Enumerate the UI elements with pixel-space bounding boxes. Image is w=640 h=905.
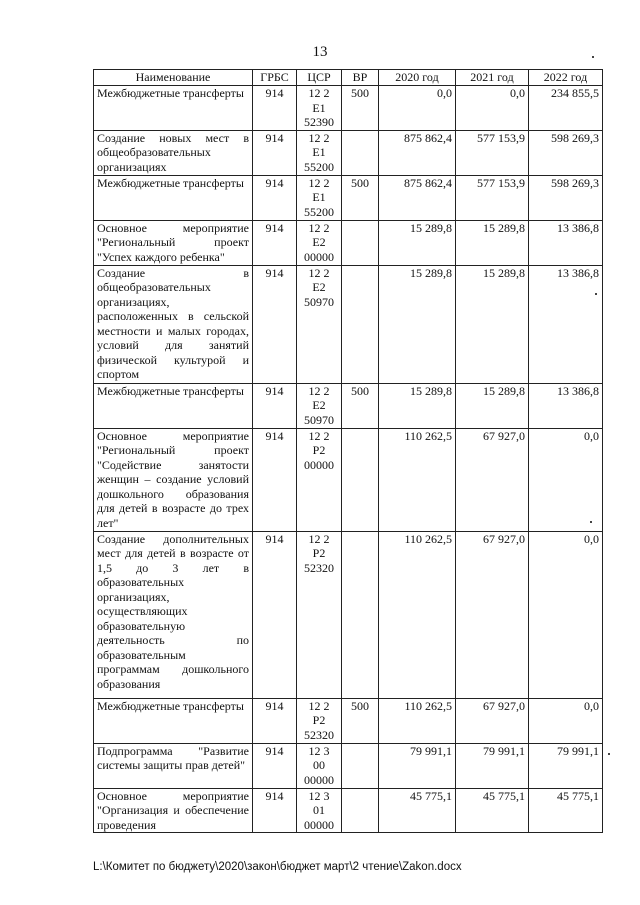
row-2022: 0,0 xyxy=(529,531,603,698)
row-grbs: 914 xyxy=(253,220,297,265)
table-row xyxy=(94,383,603,428)
row-2022: 0,0 xyxy=(529,698,603,743)
table-row xyxy=(94,175,603,220)
row-grbs: 914 xyxy=(253,743,297,788)
table-header-row xyxy=(94,70,603,86)
table-row xyxy=(94,788,603,833)
row-name: Межбюджетные трансферты xyxy=(94,698,253,743)
row-2020: 79 991,1 xyxy=(379,743,456,788)
row-grbs: 914 xyxy=(253,130,297,175)
row-2020: 15 289,8 xyxy=(379,265,456,383)
table-row xyxy=(94,428,603,531)
row-vr: 500 xyxy=(342,383,379,428)
header-grbs: ГРБС xyxy=(253,70,297,86)
row-name: Основное мероприятие "Региональный проект "Успех каждого ребенка" xyxy=(94,220,253,265)
row-2022: 13 386,8 xyxy=(529,383,603,428)
row-vr xyxy=(342,788,379,833)
row-2020: 110 262,5 xyxy=(379,531,456,698)
row-name: Создание дополнительных мест для детей в возрасте от 1,5 до 3 лет в образовательных организациях, осуществляющих образовательную деятельность по образовательным программам дошкольного образования xyxy=(94,531,253,698)
row-2022: 234 855,5 xyxy=(529,86,603,131)
row-name: Создание новых мест в общеобразовательных организациях xyxy=(94,130,253,175)
row-csr: 12 3 01 00000 xyxy=(297,788,342,833)
row-csr: 12 2 Е1 55200 xyxy=(297,130,342,175)
table-row xyxy=(94,743,603,788)
row-2021: 67 927,0 xyxy=(456,698,529,743)
row-csr: 12 2 Р2 00000 xyxy=(297,428,342,531)
row-2020: 15 289,8 xyxy=(379,383,456,428)
row-vr xyxy=(342,428,379,531)
row-vr xyxy=(342,265,379,383)
row-csr: 12 2 Е1 52390 xyxy=(297,86,342,131)
row-name: Основное мероприятие "Организация и обеспечение проведения xyxy=(94,788,253,833)
row-vr: 500 xyxy=(342,86,379,131)
table-row xyxy=(94,86,603,131)
row-grbs: 914 xyxy=(253,86,297,131)
row-grbs: 914 xyxy=(253,531,297,698)
row-2020: 875 862,4 xyxy=(379,175,456,220)
row-grbs: 914 xyxy=(253,698,297,743)
row-2021: 67 927,0 xyxy=(456,531,529,698)
row-csr: 12 2 Р2 52320 xyxy=(297,698,342,743)
row-vr xyxy=(342,130,379,175)
row-2022: 13 386,8 xyxy=(529,220,603,265)
table-row xyxy=(94,130,603,175)
row-2021: 0,0 xyxy=(456,86,529,131)
budget-table xyxy=(93,69,603,833)
row-vr: 500 xyxy=(342,175,379,220)
row-csr: 12 2 Е1 55200 xyxy=(297,175,342,220)
header-vr: ВР xyxy=(342,70,379,86)
row-2022: 79 991,1 xyxy=(529,743,603,788)
row-2020: 0,0 xyxy=(379,86,456,131)
scan-speck xyxy=(590,521,592,523)
header-csr: ЦСР xyxy=(297,70,342,86)
row-2020: 45 775,1 xyxy=(379,788,456,833)
row-2021: 577 153,9 xyxy=(456,175,529,220)
row-grbs: 914 xyxy=(253,788,297,833)
row-2022: 13 386,8 xyxy=(529,265,603,383)
row-2022: 598 269,3 xyxy=(529,130,603,175)
header-name: Наименование xyxy=(94,70,253,86)
row-vr xyxy=(342,743,379,788)
scan-speck xyxy=(592,56,594,58)
row-vr: 500 xyxy=(342,698,379,743)
table-row xyxy=(94,698,603,743)
table-row xyxy=(94,220,603,265)
row-csr: 12 3 00 00000 xyxy=(297,743,342,788)
row-vr xyxy=(342,220,379,265)
row-2021: 577 153,9 xyxy=(456,130,529,175)
row-name: Основное мероприятие "Региональный проект "Содействие занятости женщин – создание условий дошкольного образования для детей в возрасте до трех лет" xyxy=(94,428,253,531)
row-2021: 15 289,8 xyxy=(456,220,529,265)
row-2020: 110 262,5 xyxy=(379,428,456,531)
scan-speck xyxy=(595,293,597,295)
header-2022: 2022 год xyxy=(529,70,603,86)
row-2020: 875 862,4 xyxy=(379,130,456,175)
row-grbs: 914 xyxy=(253,265,297,383)
table-row xyxy=(94,265,603,383)
table-row xyxy=(94,531,603,698)
row-grbs: 914 xyxy=(253,383,297,428)
row-name: Создание в общеобразовательных организациях, расположенных в сельской местности и малых городах, условий для занятий физической культурой и спортом xyxy=(94,265,253,383)
row-2021: 45 775,1 xyxy=(456,788,529,833)
row-2020: 110 262,5 xyxy=(379,698,456,743)
row-2021: 15 289,8 xyxy=(456,383,529,428)
footer-file-path: L:\Комитет по бюджету\2020\закон\бюджет март\2 чтение\Zakon.docx xyxy=(93,861,462,873)
row-name: Межбюджетные трансферты xyxy=(94,86,253,131)
row-csr: 12 2 Р2 52320 xyxy=(297,531,342,698)
row-csr: 12 2 Е2 00000 xyxy=(297,220,342,265)
scan-speck xyxy=(608,753,610,755)
row-2022: 45 775,1 xyxy=(529,788,603,833)
header-2021: 2021 год xyxy=(456,70,529,86)
row-2022: 598 269,3 xyxy=(529,175,603,220)
row-name: Межбюджетные трансферты xyxy=(94,175,253,220)
row-2022: 0,0 xyxy=(529,428,603,531)
row-csr: 12 2 Е2 50970 xyxy=(297,383,342,428)
page-number: 13 xyxy=(312,44,328,60)
row-2020: 15 289,8 xyxy=(379,220,456,265)
row-vr xyxy=(342,531,379,698)
row-name: Подпрограмма "Развитие системы защиты прав детей" xyxy=(94,743,253,788)
row-csr: 12 2 Е2 50970 xyxy=(297,265,342,383)
row-name: Межбюджетные трансферты xyxy=(94,383,253,428)
row-2021: 67 927,0 xyxy=(456,428,529,531)
row-grbs: 914 xyxy=(253,175,297,220)
row-grbs: 914 xyxy=(253,428,297,531)
row-2021: 79 991,1 xyxy=(456,743,529,788)
header-2020: 2020 год xyxy=(379,70,456,86)
row-2021: 15 289,8 xyxy=(456,265,529,383)
